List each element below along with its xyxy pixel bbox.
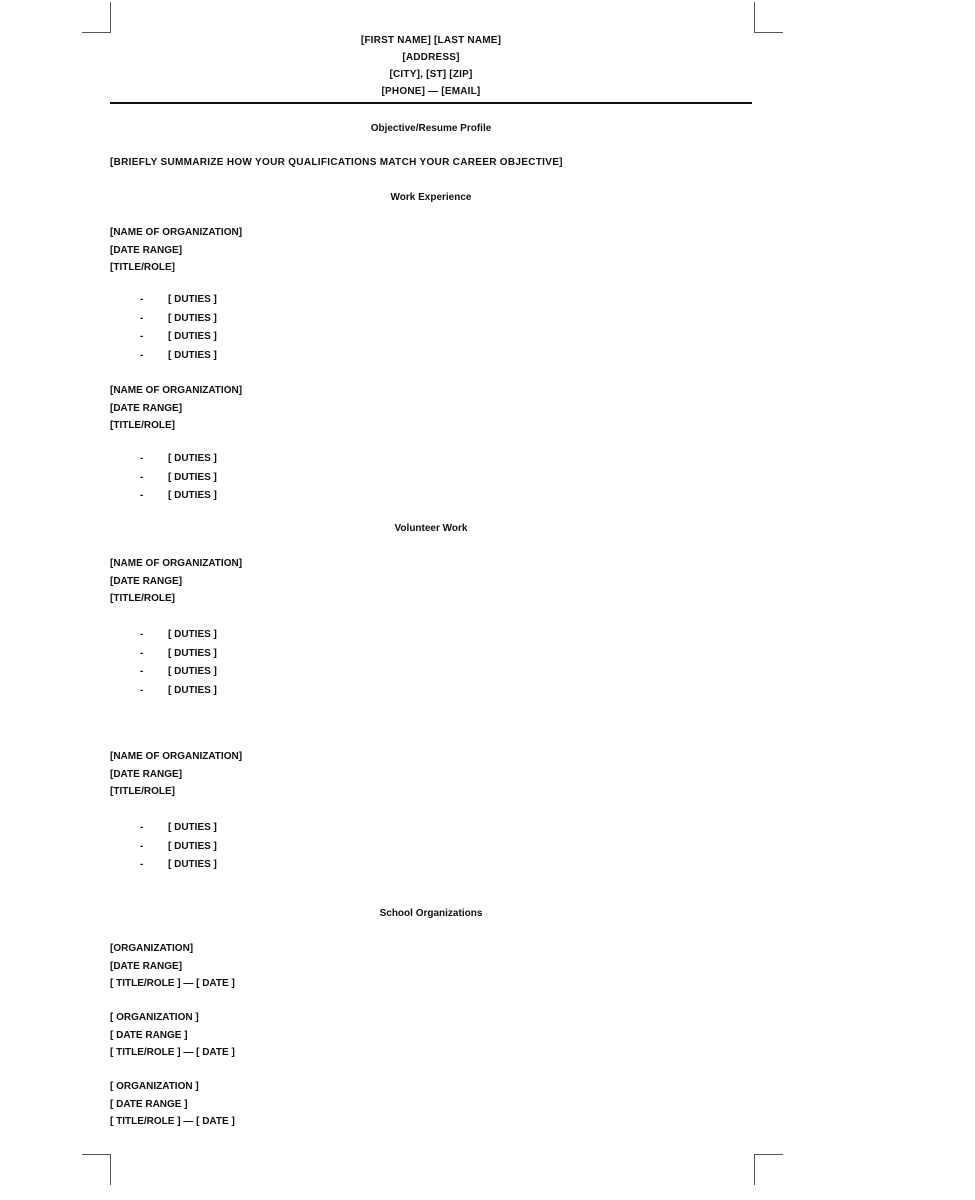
title-role-date: [ TITLE/ROLE ] — [ DATE ] <box>110 1047 235 1058</box>
title-role: [TITLE/ROLE] <box>110 593 175 604</box>
crop-mark-bottom-left <box>82 1154 111 1185</box>
crop-mark-top-right <box>754 2 783 33</box>
work-experience-heading: Work Experience <box>390 192 472 203</box>
volunteer-entry-2-duties <box>140 819 217 875</box>
contact-line: [PHONE] — [EMAIL] <box>381 86 481 97</box>
work-entry-2-duties <box>140 450 217 506</box>
organization-name: [NAME OF ORGANIZATION] <box>110 751 243 762</box>
date-range: [ DATE RANGE ] <box>110 1029 188 1041</box>
work-entry-2 <box>110 382 242 435</box>
duty-item: - [ DUTIES ] <box>140 682 217 701</box>
title-role-date: [ TITLE/ROLE ] — [ DATE ] <box>110 1116 235 1127</box>
title-role: [TITLE/ROLE] <box>110 420 175 431</box>
duty-item: - [ DUTIES ] <box>140 291 217 310</box>
organization-name: [NAME OF ORGANIZATION] <box>110 385 243 396</box>
duty-item: - [ DUTIES ] <box>140 663 217 682</box>
duty-item: - [ DUTIES ] <box>140 626 217 645</box>
date-range: [DATE RANGE] <box>110 768 183 780</box>
work-entry-1 <box>110 224 242 277</box>
city-line: [CITY], [ST] [ZIP] <box>389 69 473 80</box>
volunteer-entry-1 <box>110 555 242 608</box>
duty-item: - [ DUTIES ] <box>140 645 217 664</box>
duty-item: - [ DUTIES ] <box>140 856 217 875</box>
organization-name: [ ORGANIZATION ] <box>110 1081 199 1092</box>
title-role: [TITLE/ROLE] <box>110 262 175 273</box>
header-divider <box>110 102 752 104</box>
objective-summary: [BRIEFLY SUMMARIZE HOW YOUR QUALIFICATIONS MATCH YOUR CAREER OBJECTIVE] <box>110 157 563 168</box>
duty-item: - [ DUTIES ] <box>140 450 217 469</box>
duty-item: - [ DUTIES ] <box>140 487 217 506</box>
organization-name: [ ORGANIZATION ] <box>110 1012 199 1023</box>
crop-mark-bottom-right <box>754 1154 783 1185</box>
school-entry-3 <box>110 1078 235 1131</box>
volunteer-entry-1-duties <box>140 626 217 700</box>
organization-name: [ORGANIZATION] <box>110 943 194 954</box>
title-role-date: [ TITLE/ROLE ] — [ DATE ] <box>110 978 235 989</box>
organization-name: [NAME OF ORGANIZATION] <box>110 227 243 238</box>
duty-item: - [ DUTIES ] <box>140 328 217 347</box>
date-range: [DATE RANGE] <box>110 575 183 587</box>
crop-mark-top-left <box>82 2 111 33</box>
volunteer-work-heading: Volunteer Work <box>394 523 468 534</box>
school-entry-2 <box>110 1009 235 1062</box>
school-entry-1 <box>110 940 235 993</box>
date-range: [DATE RANGE] <box>110 244 183 256</box>
contact-header <box>110 32 752 100</box>
duty-item: - [ DUTIES ] <box>140 819 217 838</box>
duty-item: - [ DUTIES ] <box>140 310 217 329</box>
volunteer-entry-2 <box>110 748 242 801</box>
name-line: [FIRST NAME] [LAST NAME] <box>360 35 502 46</box>
date-range: [DATE RANGE] <box>110 402 183 414</box>
work-entry-1-duties <box>140 291 217 365</box>
title-role: [TITLE/ROLE] <box>110 786 175 797</box>
duty-item: - [ DUTIES ] <box>140 469 217 488</box>
duty-item: - [ DUTIES ] <box>140 838 217 857</box>
address-line: [ADDRESS] <box>402 52 460 63</box>
objective-heading: Objective/Resume Profile <box>370 123 492 134</box>
date-range: [ DATE RANGE ] <box>110 1098 188 1110</box>
duty-item: - [ DUTIES ] <box>140 347 217 366</box>
date-range: [DATE RANGE] <box>110 960 183 972</box>
organization-name: [NAME OF ORGANIZATION] <box>110 558 243 569</box>
school-organizations-heading: School Organizations <box>379 908 483 919</box>
